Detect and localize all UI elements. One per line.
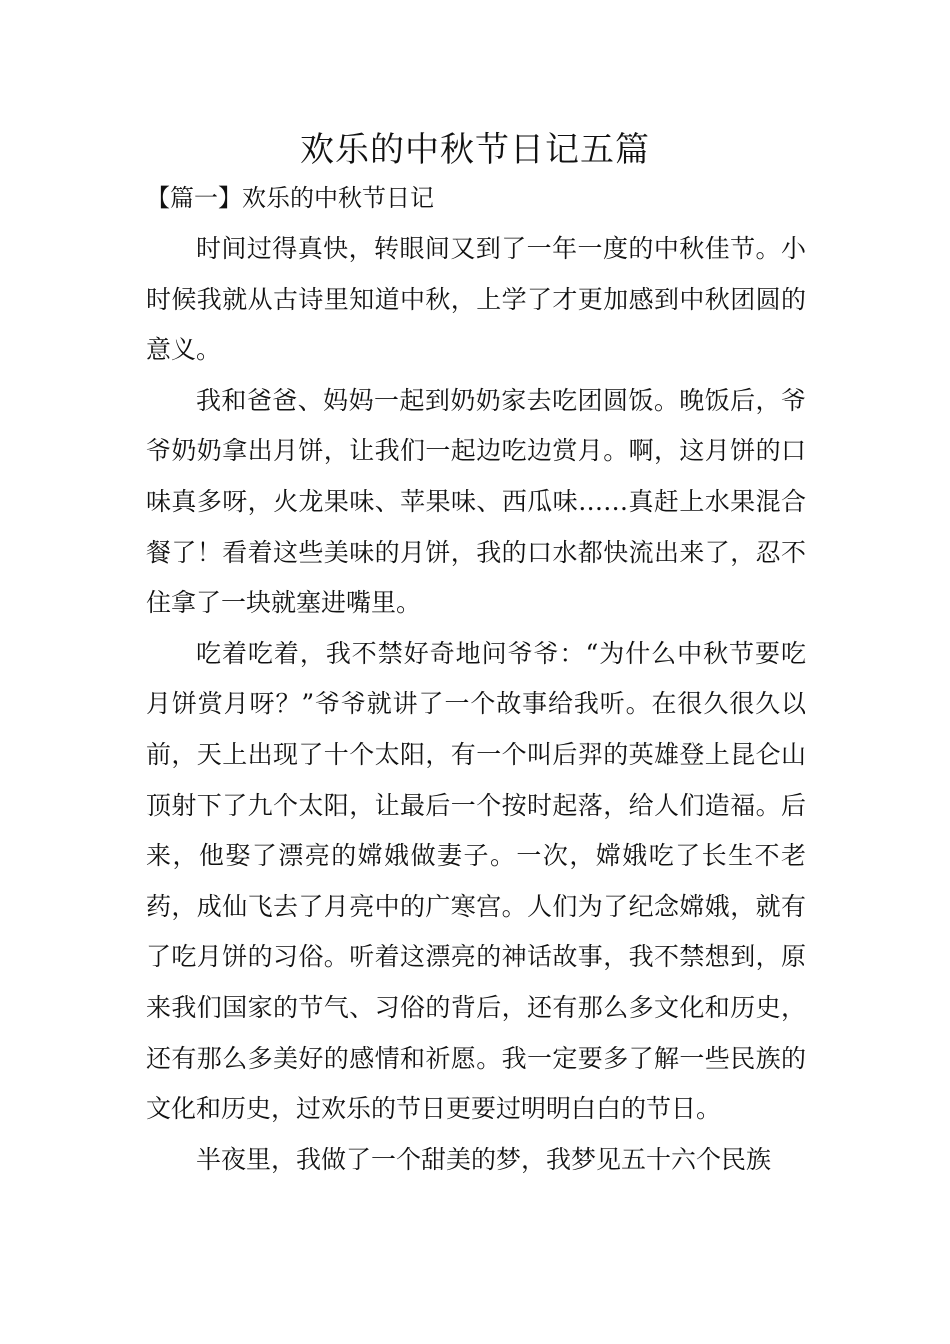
section-heading: 【篇一】欢乐的中秋节日记	[146, 184, 434, 212]
paragraph-4: 半夜里，我做了一个甜美的梦，我梦见五十六个民族	[196, 1144, 772, 1174]
paragraph-3: 吃着吃着，我不禁好奇地问爷爷：“为什么中秋节要吃月饼赏月呀？”爷爷就讲了一个故事给我听。在很久很久以前，天上出现了十个太阳，有一个叫后羿的英雄登上昆仑山顶射下了九个太阳，让最后一个按时起落，给人们造福。后来，他娶了漂亮的嫦娥做妻子。一次，嫦娥吃了长生不老药，成仙飞去了月亮中的广寒宫。人们为了纪念嫦娥，就有了吃月饼的习俗。听着这漂亮的神话故事，我不禁想到，原来我们国家的节气、习俗的背后，还有那么多文化和历史，还有那么多美好的感情和祈愿。我一定要多了解一些民族的文化和历史，过欢乐的节日更要过明明白白的节日。	[146, 638, 806, 1124]
paragraph-1: 时间过得真快，转眼间又到了一年一度的中秋佳节。小时候我就从古诗里知道中秋，上学了才更加感到中秋团圆的意义。	[146, 234, 806, 365]
paragraph-2: 我和爸爸、妈妈一起到奶奶家去吃团圆饭。晚饭后，爷爷奶奶拿出月饼，让我们一起边吃边赏月。啊，这月饼的口味真多呀，火龙果味、苹果味、西瓜味……真赶上水果混合餐了！看着这些美味的月饼，我的口水都快流出来了，忍不住拿了一块就塞进嘴里。	[146, 385, 806, 618]
body-text	[146, 224, 806, 1185]
document-title: 欢乐的中秋节日记五篇	[300, 130, 650, 170]
